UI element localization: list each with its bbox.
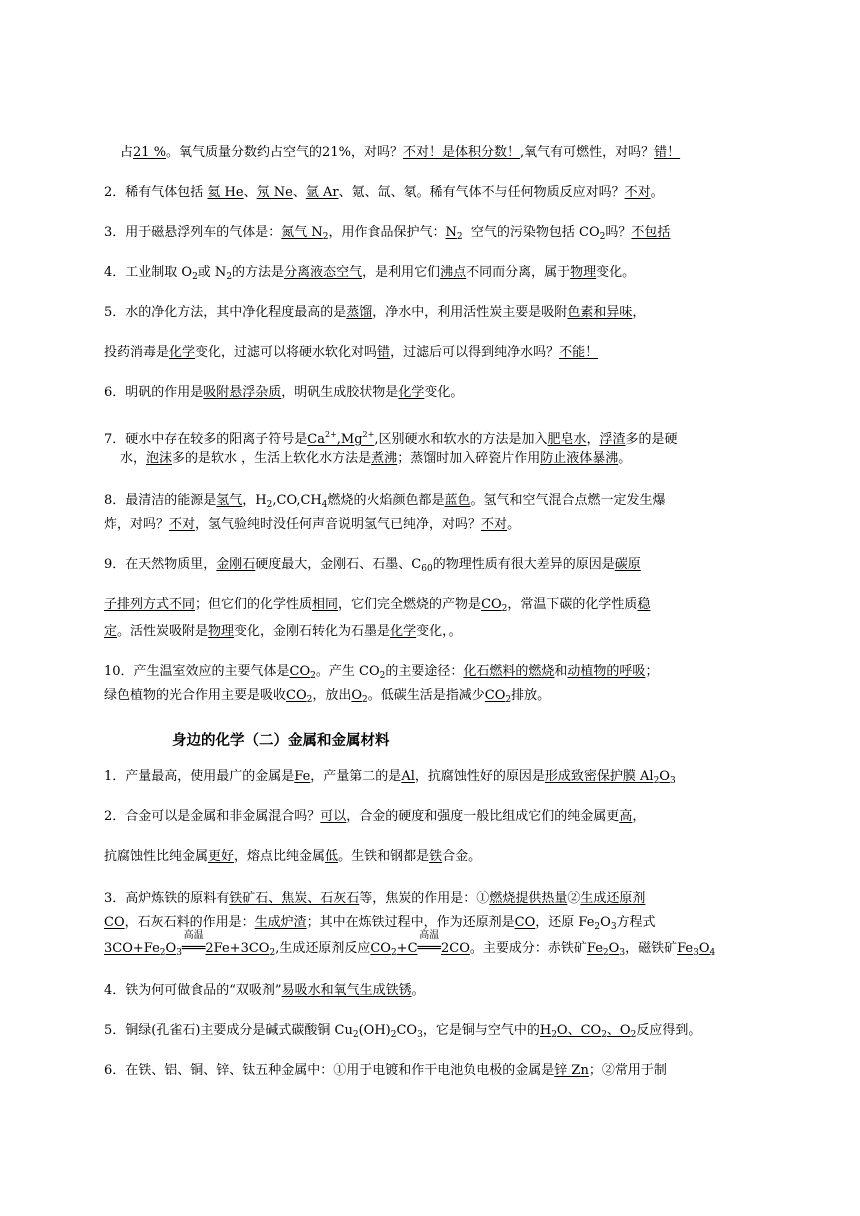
- text-line-10: 8．最清洁的能源是氢气，$H_2,CO,CH_4$燃烧的火焰颜色都是蓝色。氢气和空气混合点燃一定发生爆: [104, 493, 666, 510]
- text-line-3: 3．用于磁悬浮列车的气体是：氮气 $N_2$，用作食品保护气：$N_2$ 空气的污染物包括 $CO_2$吗？不包括: [104, 225, 671, 242]
- text-line-22: $3CO+Fe_2O_3$ 高温 $═══2Fe+3CO_2$,生成还原剂反应$CO_2+C$ 高温 ═══2CO。主要成分：赤铁矿$Fe_2O_3$，磁铁矿$Fe_3O_4$: [104, 930, 716, 958]
- text-line-9: 水，泡沫多的是软水 ，生活上软化水方法是煮沸；蒸馏时加入碎瓷片作用防止液体暴沸。: [120, 451, 632, 466]
- reaction-condition: 高温 ═══: [181, 930, 206, 956]
- reaction-condition: 高温 ═══: [417, 930, 441, 956]
- text-line-24: 5．铜绿(孔雀石)主要成分是碱式碳酸铜 $Cu_2(OH)_2CO_3$，它是铜与空气中的$H_2O$、$CO_2$、$O_2$反应得到。: [104, 1023, 702, 1040]
- section-heading: 身边的化学（二）金属和金属材料: [172, 733, 390, 749]
- text-line-12: 9．在天然物质里，金刚石硬度最大，金刚石、石墨、$C_{60}$的物理性质有很大差异的原因是碳原: [104, 557, 641, 574]
- text-line-18: 2．合金可以是金属和非金属混合吗？可以，合金的硬度和强度一般比组成它们的纯金属更高，: [104, 809, 646, 824]
- text-line-16: 绿色植物的光合作用主要是吸收$CO_2$，放出$O_2$。低碳生活是指减少$CO_2$排放。: [104, 688, 551, 705]
- text-line-2: 2．稀有气体包括 氦 He、氖 Ne、氩 Ar、氪、氙、氡。稀有气体不与任何物质反应对吗？不对。: [104, 185, 664, 200]
- text-line-1: 占21 %。氧气质量分数约占空气的21%，对吗？不对！是体积分数！,氧气有可燃性，对吗？错！: [120, 145, 681, 160]
- text-line-17: 1．产量最高，使用最广的金属是Fe，产量第二的是Al，抗腐蚀性好的原因是形成致密保护膜 $Al_2O_3$: [104, 769, 676, 786]
- text-line-13: 子排列方式不同；但它们的化学性质相同，它们完全燃烧的产物是$CO_2$，常温下碳的化学性质稳: [104, 597, 651, 614]
- text-line-6: 投药消毒是化学变化，过滤可以将硬水软化对吗错，过滤后可以得到纯净水吗？不能！: [104, 345, 599, 360]
- text-line-15: 10．产生温室效应的主要气体是$CO_2$。产生 $CO_2$的主要途径：化石燃料的燃烧和动植物的呼吸；: [104, 664, 659, 681]
- text-line-20: 3．高炉炼铁的原料有铁矿石、焦炭、石灰石等，焦炭的作用是：①燃烧提供热量②生成还原剂: [104, 891, 646, 906]
- text-line-19: 抗腐蚀性比纯金属更好，熔点比纯金属低。生铁和钢都是铁合金。: [104, 849, 482, 864]
- text-line-21: CO，石灰石料的作用是：生成炉渣；其中在炼铁过程中，作为还原剂是CO，还原 $Fe_2O_3$方程式: [104, 915, 656, 932]
- text-line-7: 6．明矾的作用是吸附悬浮杂质，明矾生成胶状物是化学变化。: [104, 385, 464, 400]
- text-line-23: 4．铁为何可做食品的“双吸剂”易吸水和氧气生成铁锈。: [104, 983, 425, 998]
- text-line-11: 炸，对吗？不对，氢气验纯时没任何声音说明氢气已纯净，对吗？不对。: [104, 517, 521, 532]
- text-line-14: 定。活性炭吸附是物理变化，金刚石转化为石墨是化学变化，。: [104, 624, 462, 639]
- text-line-5: 5．水的净化方法，其中净化程度最高的是蒸馏，净水中，利用活性炭主要是吸附色素和异味，: [104, 305, 646, 320]
- text-line-8: 7．硬水中存在较多的阳离子符号是$Ca^{2+},Mg^{2+}$,区别硬水和软水的方法是加入肥皂水，浮渣多的是硬: [104, 430, 678, 447]
- text-line-25: 6．在铁、铝、铜、锌、钛五种金属中：①用于电镀和作干电池负电极的金属是锌 Zn；②常用于制: [104, 1063, 667, 1078]
- text-line-4: 4．工业制取 $O_2$或 $N_2$的方法是分离液态空气，是利用它们沸点不同而分离，属于物理变化。: [104, 265, 636, 282]
